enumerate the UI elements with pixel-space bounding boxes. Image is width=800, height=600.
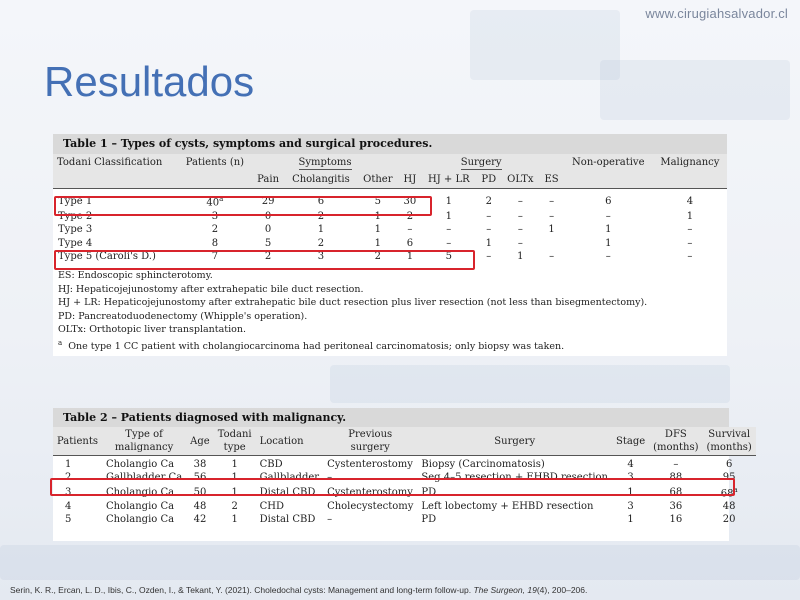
- table2-cell-surgery: Biopsy (Carcinomatosis): [421, 459, 545, 470]
- table1-cell-malignancy: –: [687, 251, 693, 263]
- table1-cell-pain: 0: [264, 210, 272, 222]
- table2-cell-location: Distal CBD: [259, 514, 316, 526]
- table2-cell-stage: 1: [627, 486, 634, 498]
- table1-cell-cholangitis: 1: [317, 224, 325, 236]
- table1-cell-oltx: –: [517, 224, 523, 236]
- table1-cell-cholangitis: 6: [317, 195, 325, 207]
- table1-cell-hj-lr: 5: [445, 251, 452, 263]
- table1-cell-malignancy: 4: [686, 195, 694, 207]
- table1-cell-cholangitis: 2: [317, 237, 325, 249]
- table2-cell-surgery: Left lobectomy + EHBD resection: [421, 501, 594, 513]
- table1-cell-pain: 5: [264, 237, 272, 249]
- table1-row: [53, 250, 727, 264]
- table2-cell-patient: 2: [65, 472, 72, 483]
- table2-cell-surgery: PD: [421, 486, 437, 498]
- background-decoration: [600, 60, 790, 120]
- table2-cell-malignancy: Cholangio Ca: [105, 501, 175, 513]
- table2-row: [53, 500, 756, 513]
- table1-note: HJ: Hepaticojejunostomy after extrahepatic bile duct resection.: [58, 283, 364, 295]
- table2-cell-stage: 3: [627, 501, 634, 513]
- table1-note: ES: Endoscopic sphincterotomy.: [58, 270, 213, 282]
- table1-header-malignancy: Malignancy: [660, 157, 720, 168]
- table2-cell-survival: 68$^a$: [720, 486, 738, 500]
- table1-subheader-empty: [564, 171, 653, 189]
- table1-cell-hj-lr: –: [446, 224, 452, 236]
- table2-cell-previous: Cholecystectomy: [327, 501, 414, 513]
- table1-cell-type: Type 3: [58, 224, 93, 236]
- table1-subheader-empty: [53, 171, 178, 189]
- table1-cell-other: 1: [374, 224, 382, 236]
- table1-cell-patients: 40$^a$: [206, 195, 224, 209]
- table1-cell-type: Type 5 (Caroli's D.): [58, 251, 156, 263]
- site-url: www.cirugiahsalvador.cl: [645, 6, 788, 21]
- table1-subheader-oltx: OLTx: [501, 171, 539, 189]
- table1-sub-header-row: [53, 171, 727, 189]
- table2-cell-dfs: 88: [669, 472, 683, 483]
- table1-cell-es: [539, 236, 563, 250]
- table1-cell-type: Type 1: [58, 195, 93, 207]
- footnote-mark: a: [58, 338, 63, 347]
- table1-subheader-hj-lr: HJ + LR: [421, 171, 476, 189]
- table2-cell-location: CBD: [259, 459, 283, 470]
- table1-cell-pain: 0: [264, 224, 272, 236]
- table1-cell-non-operative: 1: [605, 224, 612, 236]
- table1-cell-type: Type 2: [58, 210, 93, 222]
- table1-row: [53, 189, 727, 210]
- table2-cell-dfs: 36: [669, 501, 683, 513]
- table1-caption: Table 1 – Types of cysts, symptoms and surgical procedures.: [53, 134, 727, 154]
- table1-cell-oltx: –: [517, 237, 523, 249]
- table1-note: PD: Pancreatoduodenectomy (Whipple's operation).: [58, 310, 308, 322]
- table1-cell-non-operative: –: [605, 210, 611, 222]
- table2-header-stage: Stage: [612, 427, 649, 456]
- table2-cell-patient: 3: [65, 486, 72, 498]
- table1-cell-hj-lr: –: [446, 237, 452, 249]
- table2-header-todani: Todani type: [214, 427, 256, 456]
- table2-header-type: Type of malignancy: [102, 427, 186, 456]
- table1-cell-es: 1: [548, 224, 555, 236]
- table1-subheader-hj: HJ: [398, 171, 421, 189]
- table2-cell-surgery: PD: [421, 514, 437, 526]
- table2-cell-location: Gallbladder: [259, 472, 320, 483]
- table2-header-previous: Previous surgery: [323, 427, 417, 456]
- table2-cell-location: Distal CBD: [259, 486, 316, 498]
- background-decoration: [330, 365, 730, 403]
- table2-cell-survival: 20: [722, 514, 736, 526]
- table1-cell-pd: 1: [485, 237, 492, 249]
- table1-panel: [53, 134, 727, 356]
- table2-cell-todani: 1: [231, 472, 238, 483]
- table1-cell-malignancy: 1: [686, 210, 694, 222]
- table1-cell-pain: 2: [264, 251, 272, 263]
- table1-cell-type: Type 4: [58, 237, 93, 249]
- table2-cell-location: CHD: [259, 501, 285, 513]
- table2-cell-age: 48: [193, 501, 207, 513]
- table1-cell-hj: 30: [403, 195, 417, 207]
- table1-cell-patients: 2: [211, 224, 219, 236]
- table2-panel: [53, 408, 752, 541]
- table2-cell-todani: 2: [231, 501, 238, 513]
- table1-cell-other: 5: [374, 195, 382, 207]
- table2-cell-stage: 3: [627, 472, 634, 483]
- background-decoration: [470, 10, 620, 80]
- table1-cell-hj: 2: [406, 210, 414, 222]
- table1-cell-other: 1: [374, 210, 382, 222]
- background-decoration: [0, 545, 800, 580]
- table1-body: [53, 189, 727, 264]
- table2-cell-previous: –: [327, 472, 333, 483]
- table2-cell-malignancy: Cholangio Ca: [105, 486, 175, 498]
- table2-cell-age: 38: [193, 459, 207, 470]
- table1-cell-oltx: 1: [517, 251, 524, 263]
- table2-header-patients: Patients: [53, 427, 102, 456]
- table1-cell-patients: 3: [211, 210, 219, 222]
- table1-cell-es: –: [549, 210, 555, 222]
- table1-note: OLTx: Orthotopic liver transplantation.: [58, 324, 246, 336]
- citation: Serin, K. R., Ercan, L. D., Ibis, C., Ozden, I., & Tekant, Y. (2021). Choledochal cysts: Management and long-term follow-up. The Surgeon, 19(4), 200–206.: [10, 585, 588, 595]
- table1-subheader-empty: [178, 171, 251, 189]
- table1-subheader-pd: PD: [476, 171, 501, 189]
- table1-header-todani: Todani Classification: [57, 157, 163, 168]
- table2: [53, 427, 756, 526]
- table1-footnote: [58, 337, 722, 354]
- table1-cell-cholangitis: 3: [317, 251, 325, 263]
- table2-header-age: Age: [186, 427, 214, 456]
- table1-cell-pd: 2: [485, 195, 492, 207]
- table1-cell-hj-lr: 1: [445, 210, 452, 222]
- table2-cell-survival: 48: [722, 501, 736, 513]
- table1-cell-oltx: –: [517, 210, 523, 222]
- table1-note: HJ + LR: Hepaticojejunostomy after extrahepatic bile duct resection plus liver resection (not less than bisegmentectomy).: [58, 297, 648, 309]
- table1-subheader-cholangitis: Cholangitis: [285, 171, 358, 189]
- table1-cell-hj: 6: [406, 237, 414, 249]
- table1-group-header-row: [53, 154, 727, 171]
- footnote-mark: a: [733, 486, 738, 494]
- table1-cell-non-operative: 6: [605, 195, 612, 207]
- table2-caption: Table 2 – Patients diagnosed with malignancy.: [53, 408, 729, 427]
- table2-cell-surgery: Seg 4–5 resection + EHBD resection: [421, 472, 608, 483]
- table1-header-symptoms: Symptoms: [298, 157, 352, 168]
- table1-subheader-es: ES: [539, 171, 563, 189]
- table2-cell-survival: 6: [725, 459, 733, 470]
- table1-cell-hj: –: [407, 224, 413, 236]
- table2-header-location: Location: [256, 427, 323, 456]
- table1-row: [53, 223, 727, 237]
- table1-cell-hj: 1: [406, 251, 414, 263]
- table2-cell-malignancy: Gallbladder Ca: [105, 472, 183, 483]
- table1-cell-pd: –: [486, 210, 492, 222]
- table1-cell-es: –: [549, 251, 555, 263]
- table1-subheader-other: Other: [357, 171, 398, 189]
- table2-header-survival: Survival (months): [703, 427, 756, 456]
- table2-cell-stage: 1: [627, 514, 634, 526]
- table2-cell-previous: Cystenterostomy: [327, 459, 413, 470]
- table2-cell-age: 50: [193, 486, 207, 498]
- table1-header-patients: Patients (n): [185, 157, 245, 168]
- table2-cell-todani: 1: [231, 486, 238, 498]
- table1-notes: [53, 263, 727, 353]
- table1-cell-oltx: –: [517, 195, 523, 207]
- table2-cell-survival: 95: [722, 472, 736, 483]
- table1-cell-patients: 8: [211, 237, 219, 249]
- table1-cell-other: 2: [374, 251, 382, 263]
- footnote-mark: a: [219, 195, 224, 203]
- table1-subheader-pain: Pain: [252, 171, 285, 189]
- table1-cell-patients: 7: [211, 251, 219, 263]
- table1-cell-malignancy: –: [687, 237, 693, 249]
- table1-cell-es: –: [549, 195, 555, 207]
- table2-cell-patient: 5: [65, 514, 72, 526]
- table2-cell-age: 42: [193, 514, 207, 526]
- table2-row: [53, 456, 756, 472]
- table2-cell-dfs: 16: [669, 514, 683, 526]
- table1-header-non-operative: Non-operative: [572, 157, 645, 168]
- table2-cell-malignancy: Cholangio Ca: [105, 459, 175, 470]
- table2-row: [53, 471, 756, 484]
- table2-cell-todani: 1: [231, 459, 238, 470]
- table2-cell-todani: 1: [231, 514, 238, 526]
- table1-row: [53, 236, 727, 250]
- footnote-text: One type 1 CC patient with cholangiocarcinoma had peritoneal carcinomatosis; only biopsy was taken.: [68, 340, 565, 352]
- table1: [53, 154, 727, 263]
- table2-cell-dfs: 68: [669, 486, 683, 498]
- table1-cell-non-operative: –: [605, 251, 611, 263]
- table2-cell-dfs: –: [673, 459, 679, 470]
- table2-header-dfs: DFS (months): [649, 427, 702, 456]
- table2-row: [53, 484, 756, 500]
- table1-row: [53, 209, 727, 223]
- table1-cell-pain: 29: [261, 195, 275, 207]
- table2-cell-stage: 4: [627, 459, 634, 470]
- table2-cell-patient: 4: [65, 501, 72, 513]
- table1-cell-non-operative: 1: [605, 237, 612, 249]
- table2-cell-malignancy: Cholangio Ca: [105, 514, 175, 526]
- table1-cell-malignancy: –: [687, 224, 693, 236]
- table2-cell-previous: Cystenterostomy: [327, 486, 413, 498]
- table2-cell-patient: 1: [65, 459, 72, 470]
- table1-subheader-empty: [653, 171, 727, 189]
- table2-header-surgery: Surgery: [417, 427, 612, 456]
- table1-cell-hj-lr: 1: [445, 195, 452, 207]
- table2-row: [53, 513, 756, 526]
- table2-cell-age: 56: [193, 472, 207, 483]
- table1-cell-pd: –: [486, 251, 492, 263]
- table1-cell-other: 1: [374, 237, 382, 249]
- table1-cell-cholangitis: 2: [317, 210, 325, 222]
- table1-cell-pd: –: [486, 224, 492, 236]
- table2-header-row: [53, 427, 756, 456]
- table2-cell-previous: –: [327, 514, 333, 526]
- slide-title: Resultados: [44, 58, 255, 105]
- table2-body: [53, 456, 756, 527]
- table1-header-surgery: Surgery: [460, 157, 502, 168]
